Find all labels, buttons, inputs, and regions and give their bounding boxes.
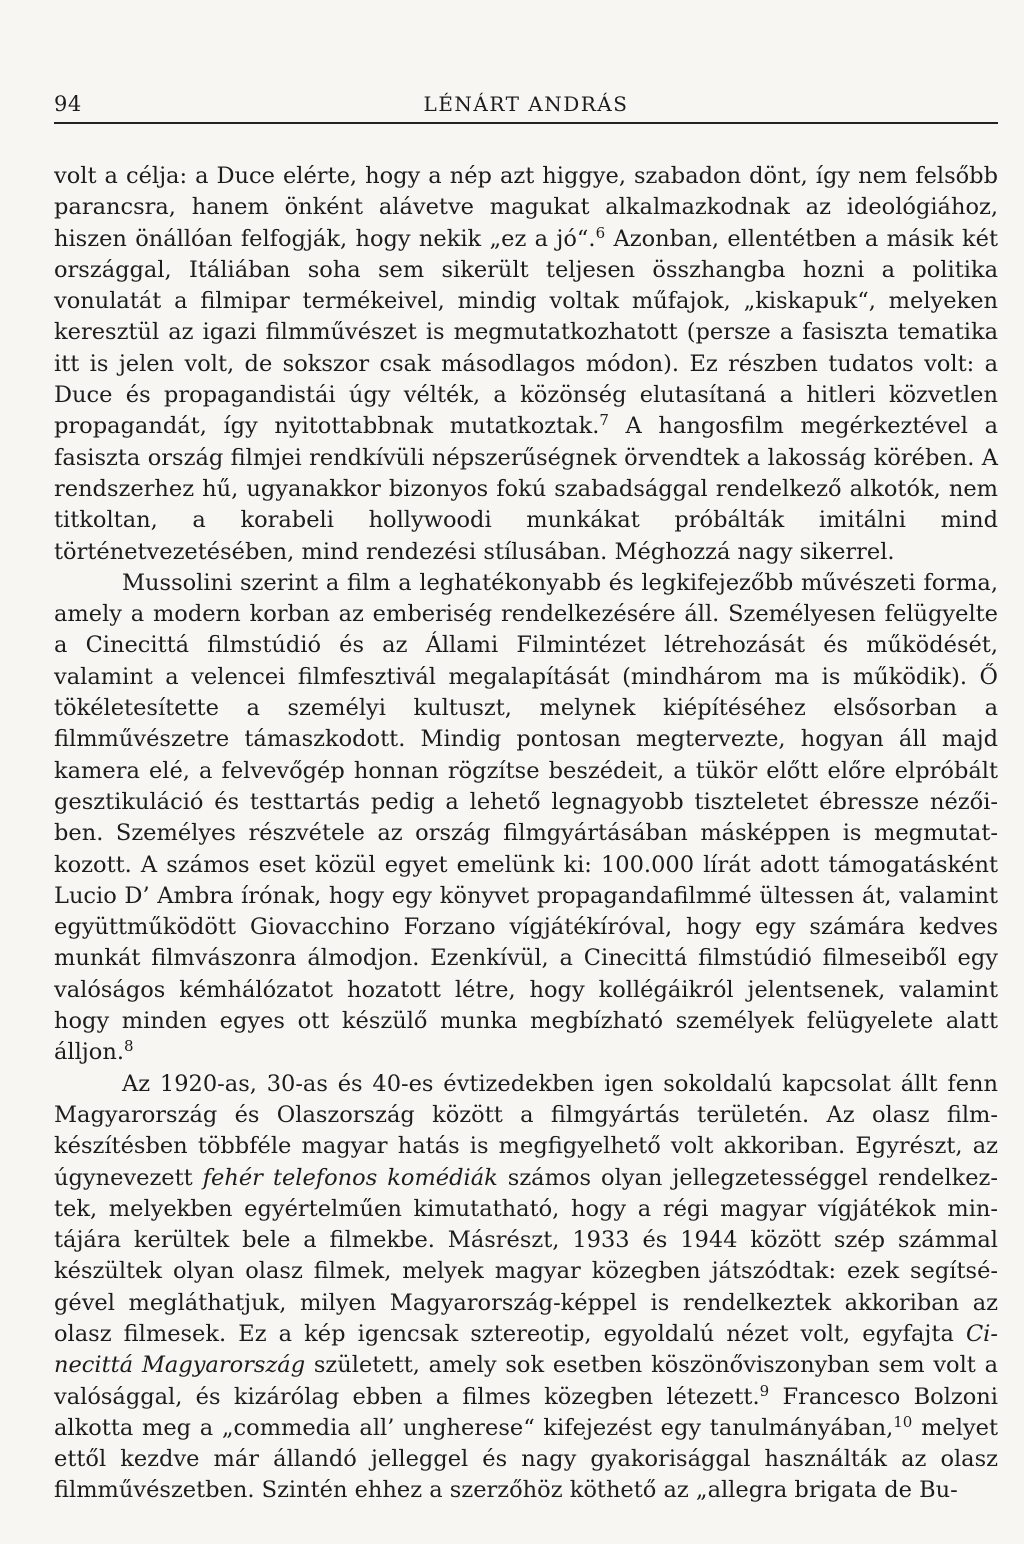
italic-text: Cinecittá Magyarország [54, 1320, 998, 1379]
page-header [54, 92, 998, 124]
text-segment: volt a célja: a Duce elérte, hogy a nép azt higgye, szabadon dönt, így nem felsőbb parancsra, hanem önként alávetve magukat alkalmazkodnak az ideológiához, hiszen önállóan felfogják, hogy nekik „ez a jó“. [54, 163, 998, 252]
paragraph [54, 1069, 998, 1507]
text-segment: Mussolini szerint a film a leghatékonyabb és legkifejezőbb művészeti forma, amely a modern korban az emberiség rendelkezésére áll. Személyesen felügyelte a Cinecittá filmstúdió és az Állami Filmintézet létrehozását és működését, valamint a velencei filmfesztivál megalapítását (mindhárom ma is működik). Ő tökéletesítette a személyi kultuszt, melynek kiépítéséhez elsősorban a filmművészetre támaszkodott. Mindig pontosan megtervezte, hogyan áll majd kamera elé, a felvevőgép honnan rögzítse beszédeit, a tükör előtt előre elpróbált gesztikuláció és testtartás pedig a lehető legnagyobb tiszteletet ébressze nézőiben. Személyes részvétele az ország filmgyártásában másképpen is megmutatkozott. A számos eset közül egyet emelünk ki: 100.000 lírát adott támogatásként Lucio D’ Ambra írónak, hogy egy könyvet propagandafilmmé ültessen át, valamint együttműködött Giovacchino Forzano vígjátékíróval, hogy egy számára kedves munkát filmvászonra álmodjon. Ezenkívül, a Cinecittá filmstúdió filmeseiből egy valóságos kémhálózatot hozatott létre, hogy kollégáikról jelentsenek, valamint hogy minden egyes ott készülő munka megbízható személyek felügyelete alatt álljon. [54, 569, 998, 1066]
paragraph [54, 161, 998, 568]
text-segment: A hangosfilm megérkeztével a fasiszta ország filmjei rendkívüli népszerűségnek örvendtek a lakosság körében. A rendszerhez hű, ugyanakkor bizonyos fokú szabadsággal rendelkező alkotók, nem titkoltan, a korabeli hollywoodi munkákat próbálták imitálni mind történetvezetésében, mind rendezési stílusában. Méghozzá nagy sikerrel. [54, 413, 998, 565]
body-text [54, 161, 998, 1507]
book-page [54, 92, 998, 1507]
footnote-marker: 10 [893, 1412, 913, 1431]
text-segment: Az 1920-as, 30-as és 40-es évtizedekben igen sokoldalú kapcsolat állt fenn Magyarország és Olaszország között a filmgyártás területén. Az olasz filmkészítésben többféle magyar hatás is megfigyelhető volt akkoriban. Egyrészt, az úgynevezett [54, 1070, 998, 1191]
footnote-marker: 9 [759, 1381, 770, 1400]
text-segment: Francesco Bolzoni alkotta meg a „commedia all’ ungherese“ kifejezést egy tanulmányában, [54, 1383, 998, 1441]
footnote-marker: 6 [595, 223, 606, 242]
text-segment: számos olyan jellegzetességgel rendelkeztek, melyekben egyértelműen kimutatható, hogy a régi magyar vígjátékok mintájára kerültek bele a filmekbe. Másrészt, 1933 és 1944 között szép számmal készültek olyan olasz filmek, melyek magyar közegben játszódtak: ezek segítségével megláthatjuk, milyen Magyarország-képpel is rendelkeztek akkoriban az olasz filmesek. Ez a kép igencsak sztereotip, egyoldalú nézet volt, egyfajta [54, 1164, 998, 1347]
footnote-marker: 7 [599, 411, 609, 430]
paragraph [54, 568, 998, 1069]
running-head: LÉNÁRT ANDRÁS [423, 92, 629, 116]
text-segment: melyet ettől kezdve már állandó jelleggel és nagy gyakorisággal használták az olasz filmművészetben. Szintén ehhez a szerzőhöz köthető az „allegra brigata de Bu- [54, 1414, 998, 1504]
footnote-marker: 8 [123, 1037, 134, 1056]
text-segment: Azonban, ellentétben a másik két országgal, Itáliában soha sem sikerült teljesen összhangba hozni a politika vonulatát a filmipar termékeivel, mindig voltak műfajok, „kiskapuk“, melyeken keresztül az igazi filmművészet is megmutatkozhatott (persze a fasiszta tematika itt is jelen volt, de sokszor csak másodlagos módon). Ez részben tudatos volt: a Duce és propagandistái úgy vélték, a közönség elutasítaná a hitleri közvetlen propagandát, így nyitottabbnak mutatkoztak. [54, 225, 999, 440]
text-segment: született, amely sok esetben köszönőviszonyban sem volt a valósággal, és kizárólag ebben a filmes közegben létezett. [54, 1352, 998, 1410]
italic-text: fehér telefonos komédiák [202, 1164, 498, 1191]
page-number: 94 [54, 92, 82, 116]
